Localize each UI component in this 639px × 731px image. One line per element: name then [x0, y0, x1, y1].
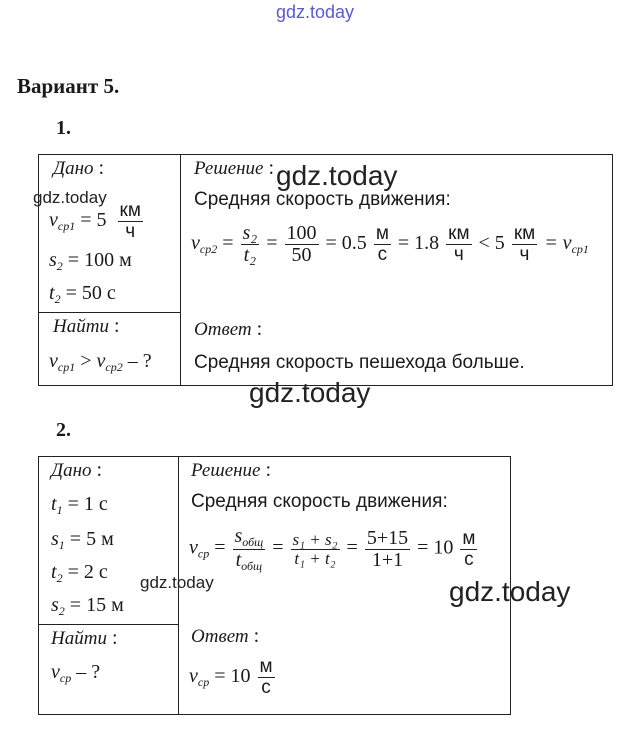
p2-given-s1: $s_1 = 5$ м [51, 528, 114, 552]
p1-find-label: Найти : [53, 315, 120, 337]
p2-given-s2: $s_2 = 15$ м [51, 594, 124, 618]
p2-answer-expr: $v_{ср} = 10$ $\frac{м}{с}$ [189, 656, 273, 698]
p1-given-s2: $s_2 = 100$ м [49, 249, 132, 273]
p2-find-expr: $v_{ср}$ – ? [51, 661, 101, 685]
p2-given-t2: $t_2 = 2$ с [51, 561, 108, 585]
variant-title: Вариант 5. [17, 74, 120, 98]
p1-answer-label: Ответ : [194, 318, 263, 340]
p2-solution-text: Средняя скорость движения: [191, 491, 448, 512]
p1-solution-cell [181, 155, 613, 386]
p2-given-label: Дано : [51, 459, 103, 481]
p1-given-v1: $v_{ср1} = 5$ $\frac{км}{ч}$ [49, 200, 141, 242]
watermark: gdz.today [449, 576, 571, 607]
p1-formula: $v_{ср2}$ = $\frac{\text{s₂}}{\text{t₂}}$ = $\frac{100}{50}$ = 0.5 $\frac{м}{с}$ = 1.8 $\frac{км}{ч}$ < 5 $\frac{км}{ч}$ = $v_{ср1}$ [191, 222, 589, 266]
p1-given-label: Дано : [53, 157, 105, 179]
p2-solution-cell [179, 457, 511, 715]
p2-solution-label: Решение : [191, 459, 272, 481]
problem-1-number: 1. [56, 117, 71, 139]
p2-find-cell [39, 625, 179, 715]
p1-given-t2: $t_2 = 50$ с [49, 282, 116, 306]
p1-find-expr: $v_{ср1} > v_{ср2}$ – ? [49, 350, 152, 374]
p2-answer-label: Ответ : [191, 625, 260, 647]
p1-find-cell [39, 313, 181, 386]
watermark-top: gdz.today [276, 2, 355, 22]
p1-given-cell [39, 155, 181, 313]
p2-given-cell [39, 457, 179, 625]
watermark: gdz.today [33, 188, 107, 207]
problem-2-number: 2. [56, 419, 71, 441]
p2-given-t1: $t_1 = 1$ с [51, 493, 108, 517]
p1-solution-text: Средняя скорость движения: [194, 189, 451, 210]
watermark: gdz.today [140, 573, 214, 592]
p1-answer-text: Средняя скорость пешехода больше. [194, 352, 525, 373]
p1-solution-label: Решение : [194, 157, 275, 179]
watermark: gdz.today [276, 160, 398, 191]
problem-2-table [38, 456, 511, 715]
p2-find-label: Найти : [51, 627, 118, 649]
problem-1-table [38, 154, 613, 386]
watermark: gdz.today [249, 377, 371, 408]
p2-formula: $v_{ср}$ = $\frac{s_{общ}}{t_{общ}}$ = $\frac{\text{s₁ + s₂}}{\text{t₁ + t₂}}$ = $\frac{5+15}{1+1}$ = 10 $\frac{м}{с}$ [189, 525, 476, 573]
